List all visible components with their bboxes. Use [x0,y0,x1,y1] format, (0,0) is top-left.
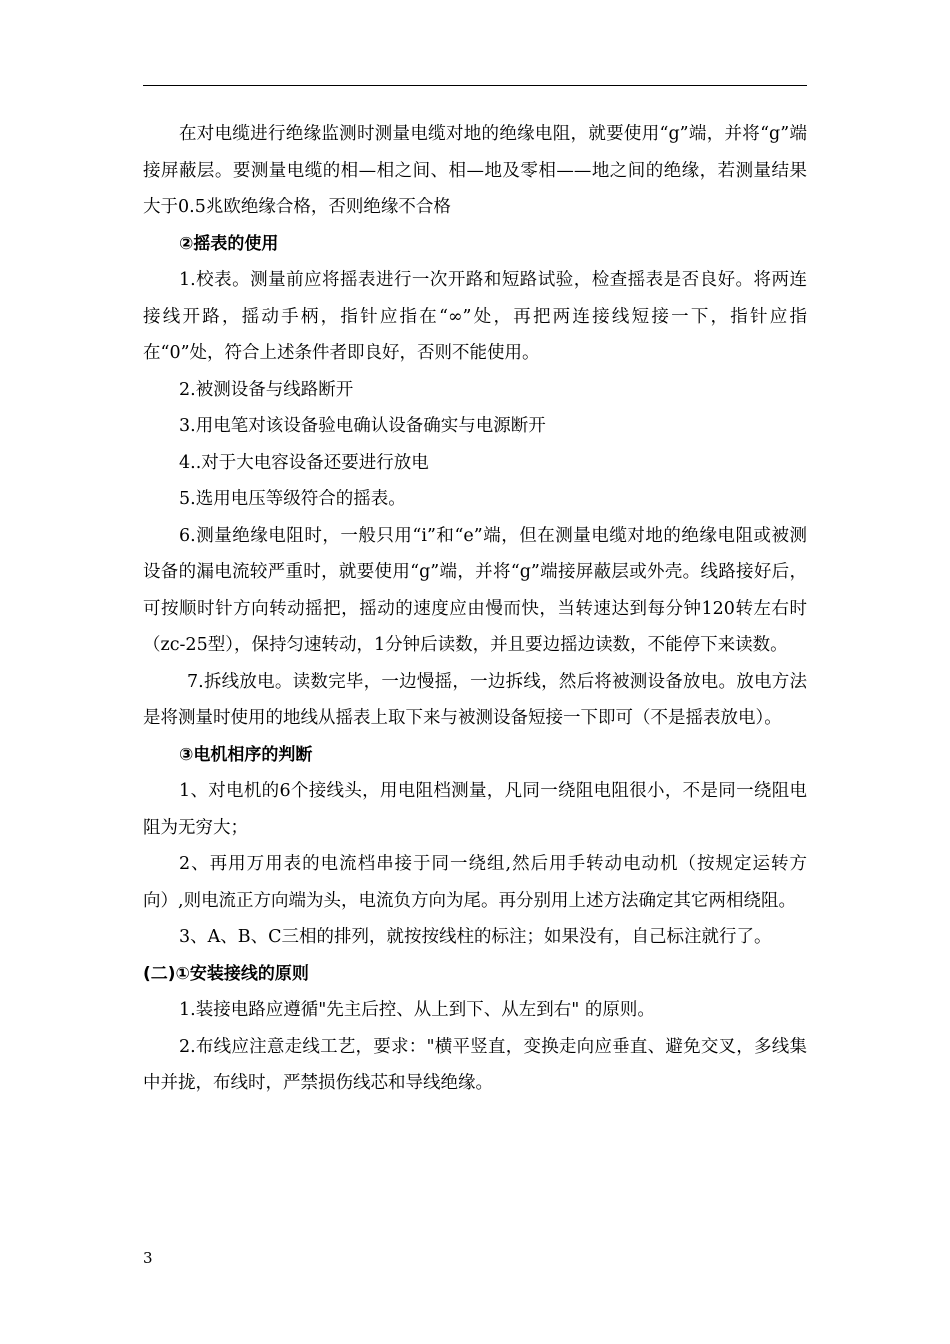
paragraph-wiring-2: 2.布线应注意走线工艺，要求："横平竖直，变换走向应垂直、避免交叉，多线集中并拢，布线时，严禁损伤线芯和导线绝缘。 [143,1036,807,1093]
heading-wiring-principles: (二)①安装接线的原则 [143,963,309,984]
paragraph-cable-insulation: 在对电缆进行绝缘监测时测量电缆对地的绝缘电阻，就要使用“g”端，并将“g”端接屏蔽层。要测量电缆的相—相之间、相—地及零相——地之间的绝缘，若测量结果大于0.5兆欧绝缘合格，否则绝缘不合格 [143,124,807,217]
heading-motor-phase: ③电机相序的判断 [179,744,313,765]
paragraph-step-2: 2.被测设备与线路断开 [179,379,354,400]
paragraph-step-3: 3.用电笔对该设备验电确认设备确实与电源断开 [179,416,546,436]
paragraph-step-7: 7.拆线放电。读数完毕，一边慢摇，一边拆线，然后将被测设备放电。放电方法是将测量时使用的地线从摇表上取下来与被测设备短接一下即可（不是摇表放电）。 [143,671,807,728]
paragraph-step-6: 6.测量绝缘电阻时，一般只用“i”和“e”端，但在测量电缆对地的绝缘电阻或被测设备的漏电流较严重时，就要使用“g”端，并将“g”端接屏蔽层或外壳。线路接好后，可按顺时针方向转动摇把，摇动的速度应由慢而快，当转速达到每分钟120转左右时（zc-25型），保持匀速转动，1分钟后读数，并且要边摇边读数，不能停下来读数。 [143,525,807,655]
paragraph-step-1: 1.校表。测量前应将摇表进行一次开路和短路试验，检查摇表是否良好。将两连接线开路，摇动手柄，指针应指在“∞”处，再把两连接线短接一下，指针应指在“0”处，符合上述条件者即良好，否则不能使用。 [143,270,807,363]
paragraph-wiring-1: 1.装接电路应遵循"先主后控、从上到下、从左到右" 的原则。 [179,1000,655,1020]
paragraph-phase-1: 1、对电机的6个接线头，用电阻档测量，凡同一绕阻电阻很小，不是同一绕阻电阻为无穷大； [143,781,807,838]
paragraph-step-5: 5.选用电压等级符合的摇表。 [179,489,406,509]
heading-megger-usage: ②摇表的使用 [179,233,279,254]
paragraph-step-4: 4..对于大电容设备还要进行放电 [179,452,429,473]
document-body [143,116,807,1102]
page-number: 3 [143,1249,153,1267]
paragraph-phase-2: 2、再用万用表的电流档串接于同一绕组,然后用手转动电动机（按规定运转方向）,则电流正方向端为头，电流负方向为尾。再分别用上述方法确定其它两相绕阻。 [143,854,807,911]
header-rule [143,85,807,86]
paragraph-phase-3: 3、A、B、C三相的排列，就按按线柱的标注；如果没有，自己标注就行了。 [179,927,772,947]
